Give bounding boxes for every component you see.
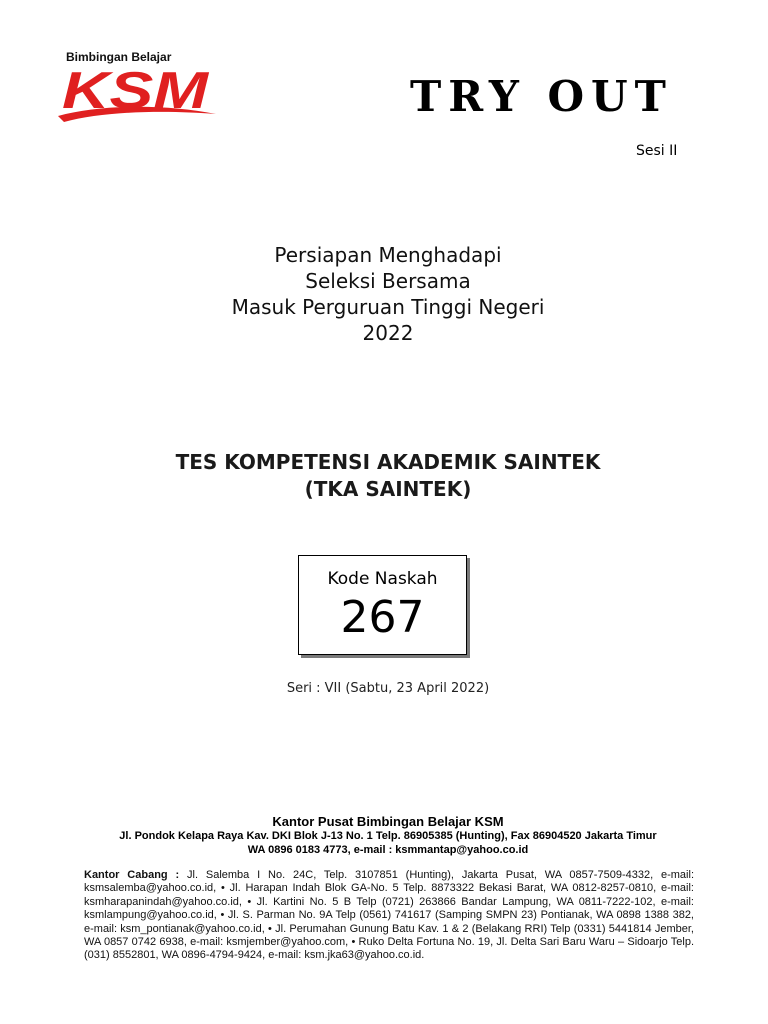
logo-tagline: Bimbingan Belajar — [66, 50, 172, 64]
preparation-line-2: Seleksi Bersama — [305, 269, 471, 293]
branch-offices-label: Kantor Cabang : — [84, 869, 180, 881]
ksm-wordmark — [56, 64, 220, 126]
document-title: TRY OUT — [410, 72, 673, 121]
paper-code-box — [298, 555, 467, 655]
preparation-line-1: Persiapan Menghadapi — [274, 243, 502, 267]
head-office-contact: WA 0896 0183 4773, e-mail : ksmmantap@yahoo.co.id — [247, 844, 529, 856]
preparation-line-3: Masuk Perguruan Tinggi Negeri — [231, 295, 545, 319]
logo-brand: KSM — [62, 64, 211, 120]
exam-title: TES KOMPETENSI AKADEMIK SAINTEK — [175, 450, 601, 474]
series-info: Seri : VII (Sabtu, 23 April 2022) — [286, 681, 490, 696]
exam-abbreviation: (TKA SAINTEK) — [304, 477, 472, 501]
paper-code-label: Kode Naskah — [327, 569, 438, 589]
exam-heading — [0, 449, 768, 503]
preparation-heading — [0, 242, 768, 346]
ksm-logo — [56, 50, 220, 126]
session-label: Sesi II — [636, 143, 678, 159]
branch-offices — [84, 869, 694, 963]
preparation-year: 2022 — [362, 321, 414, 345]
paper-code-number: 267 — [340, 592, 425, 643]
head-office-address: Jl. Pondok Kelapa Raya Kav. DKI Blok J-13 No. 1 Telp. 86905385 (Hunting), Fax 86904520 Jakarta Timur — [119, 830, 657, 842]
branch-offices-text: Jl. Salemba I No. 24C, Telp. 3107851 (Hunting), Jakarta Pusat, WA 0857-7509-4332, e-mail: ksmsalemba@yahoo.co.id, • Jl. Harapan Indah Blok GA-No. 5 Telp. 8873322 Bekasi Barat, WA 0812-8257-0810, e-mail: ksmharapanindah@yahoo.co.id, • Jl. Kartini No. 5 B Telp (0721) 263866 Bandar Lampung, WA 0811-7222-102, e-mail: ksmlampung@yahoo.co.id, • Jl. S. Parman No. 9A Telp (0561) 741617 (Samping SMPN 23) Pontianak, WA 0898 1388 382, e-mail: ksm_pontianak@yahoo.co.id, • Jl. Perumahan Gunung Batu Kav. 1 & 2 (Belakang RRI) Telp (0331) 5441814 Jember, WA 0857 0742 6938, e-mail: ksmjember@yahoo.com, • Ruko Delta Fortuna No. 19, Jl. Delta Sari Baru Waru – Sidoarjo Telp. (031) 8552801, WA 0896-4794-9424, e-mail: ksm.jka63@yahoo.co.id. — [84, 869, 694, 962]
head-office-title: Kantor Pusat Bimbingan Belajar KSM — [272, 814, 504, 829]
